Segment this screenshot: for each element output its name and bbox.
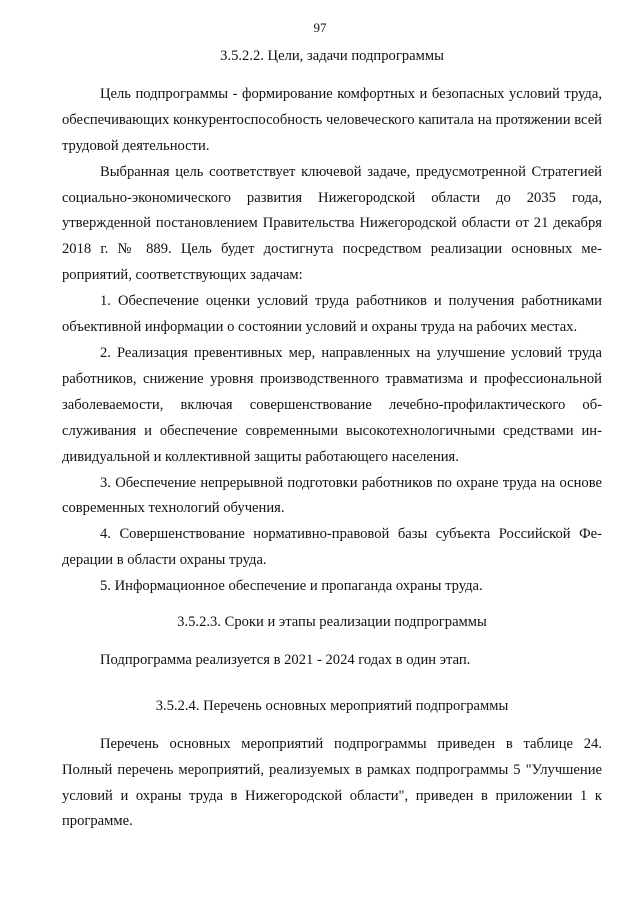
paragraph-terms: Подпрограмма реализуется в 2021 - 2024 годах в один этап. — [100, 651, 471, 668]
task-item-5: 5. Информационное обеспечение и пропаганда охраны труда. — [100, 578, 483, 595]
paragraph-goal: Цель подпрограммы - формирование комфортных и безопасных условий труда, обеспечивающих конкурентоспособность человеческого капитала на протяжении всей трудовой деятельности. — [62, 85, 602, 154]
task-item-1: 1. Обеспечение оценки условий труда работников и получения работниками объективной информации о состоянии условий и охраны труда на рабочих местах. — [62, 293, 602, 336]
task-item-3: 3. Обеспечение непрерывной подготовки работников по охране труда на основе современных технологий обучения. — [62, 474, 602, 517]
section-heading-goals: 3.5.2.2. Цели, задачи подпрограммы — [220, 48, 444, 64]
task-item-4: 4. Совершенствование нормативно-правовой базы субъекта Российской Федерации в области охраны труда. — [62, 526, 602, 569]
paragraph-list: Перечень основных мероприятий подпрограммы приведен в таблице 24. Полный перечень мероприятий, реализуемых в рамках подпрограммы 5 "Улучшение условий и охраны труда в Нижегородской области", приведен в приложении 1 к программе. — [62, 735, 602, 830]
page-number: 97 — [313, 20, 327, 35]
task-item-2: 2. Реализация превентивных мер, направленных на улучшение условий труда работников, снижение уровня производственного травматизма и профессиональной заболеваемости, включая совершенствование лечебно-профилактического обслуживания и обеспечение современными высокотехнологичными средствами индивидуальной и коллективной защиты работающего населения. — [62, 344, 602, 465]
paragraph-strategy: Выбранная цель соответствует ключевой задаче, предусмотренной Стратегией социально-экономического развития Нижегородской области до 2035 года, утвержденной постановлением Правительства Нижегородской области от 21 декабря 2018 г. № 889. Цель будет достигнута посредством реализации основных мероприятий, соответствующих задачам: — [62, 163, 602, 284]
section-heading-list: 3.5.2.4. Перечень основных мероприятий подпрограммы — [155, 697, 509, 714]
page-content — [62, 44, 602, 835]
section-heading-terms: 3.5.2.3. Сроки и этапы реализации подпрограммы — [177, 614, 487, 631]
